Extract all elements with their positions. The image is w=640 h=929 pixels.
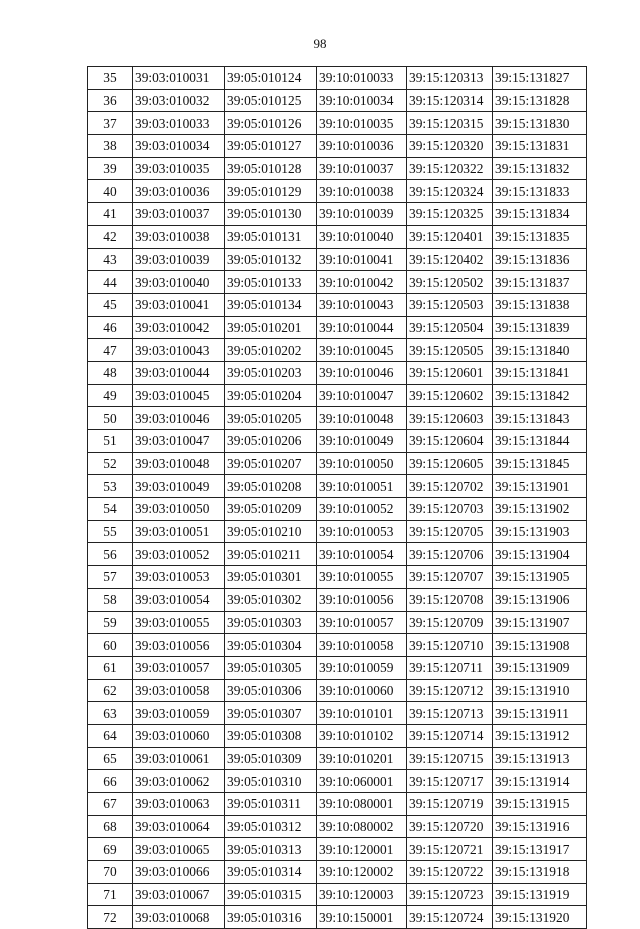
cadastral-number-cell: 39:03:010034: [133, 135, 225, 158]
cadastral-number-cell: 39:15:120604: [407, 430, 493, 453]
cadastral-number-cell: 39:10:010038: [317, 180, 407, 203]
row-number-cell: 51: [88, 430, 133, 453]
cadastral-number-cell: 39:05:010205: [225, 407, 317, 430]
row-number-cell: 59: [88, 611, 133, 634]
cadastral-number-cell: 39:03:010060: [133, 724, 225, 747]
table-row: [88, 520, 587, 543]
row-number-cell: 53: [88, 475, 133, 498]
row-number-cell: 72: [88, 906, 133, 929]
cadastral-number-cell: 39:10:010045: [317, 339, 407, 362]
cadastral-number-cell: 39:05:010314: [225, 861, 317, 884]
cadastral-number-cell: 39:03:010054: [133, 588, 225, 611]
cadastral-number-cell: 39:03:010062: [133, 770, 225, 793]
row-number-cell: 67: [88, 793, 133, 816]
table-row: [88, 293, 587, 316]
cadastral-number-cell: 39:03:010033: [133, 112, 225, 135]
cadastral-number-cell: 39:10:010052: [317, 498, 407, 521]
cadastral-number-cell: 39:03:010035: [133, 157, 225, 180]
cadastral-number-cell: 39:15:131841: [493, 361, 587, 384]
row-number-cell: 63: [88, 702, 133, 725]
row-number-cell: 36: [88, 89, 133, 112]
cadastral-number-cell: 39:10:010044: [317, 316, 407, 339]
cadastral-number-cell: 39:10:010060: [317, 679, 407, 702]
cadastral-number-cell: 39:05:010208: [225, 475, 317, 498]
row-number-cell: 56: [88, 543, 133, 566]
row-number-cell: 52: [88, 452, 133, 475]
row-number-cell: 37: [88, 112, 133, 135]
cadastral-number-cell: 39:03:010058: [133, 679, 225, 702]
cadastral-number-cell: 39:05:010127: [225, 135, 317, 158]
cadastral-number-cell: 39:05:010206: [225, 430, 317, 453]
cadastral-number-cell: 39:05:010308: [225, 724, 317, 747]
cadastral-number-cell: 39:03:010032: [133, 89, 225, 112]
cadastral-number-cell: 39:15:120715: [407, 747, 493, 770]
row-number-cell: 60: [88, 634, 133, 657]
row-number-cell: 66: [88, 770, 133, 793]
row-number-cell: 54: [88, 498, 133, 521]
cadastral-number-cell: 39:10:010059: [317, 656, 407, 679]
cadastral-number-cell: 39:05:010305: [225, 656, 317, 679]
cadastral-number-cell: 39:10:010050: [317, 452, 407, 475]
row-number-cell: 64: [88, 724, 133, 747]
cadastral-number-cell: 39:10:010034: [317, 89, 407, 112]
cadastral-number-cell: 39:15:120724: [407, 906, 493, 929]
cadastral-number-cell: 39:05:010306: [225, 679, 317, 702]
cadastral-number-cell: 39:15:131918: [493, 861, 587, 884]
cadastral-number-cell: 39:10:060001: [317, 770, 407, 793]
cadastral-number-cell: 39:05:010309: [225, 747, 317, 770]
cadastral-number-cell: 39:03:010042: [133, 316, 225, 339]
cadastral-number-cell: 39:15:131917: [493, 838, 587, 861]
cadastral-number-cell: 39:15:120721: [407, 838, 493, 861]
cadastral-number-cell: 39:03:010049: [133, 475, 225, 498]
cadastral-number-cell: 39:03:010063: [133, 793, 225, 816]
cadastral-number-cell: 39:15:131920: [493, 906, 587, 929]
cadastral-number-cell: 39:15:120601: [407, 361, 493, 384]
cadastral-number-cell: 39:05:010210: [225, 520, 317, 543]
cadastral-number-cell: 39:05:010126: [225, 112, 317, 135]
cadastral-number-cell: 39:05:010301: [225, 566, 317, 589]
table-row: [88, 747, 587, 770]
cadastral-number-cell: 39:15:120313: [407, 67, 493, 90]
cadastral-number-cell: 39:03:010047: [133, 430, 225, 453]
cadastral-number-cell: 39:15:120314: [407, 89, 493, 112]
cadastral-number-cell: 39:15:120711: [407, 656, 493, 679]
cadastral-number-cell: 39:15:131844: [493, 430, 587, 453]
cadastral-number-cell: 39:05:010130: [225, 203, 317, 226]
cadastral-number-cell: 39:15:131837: [493, 271, 587, 294]
row-number-cell: 58: [88, 588, 133, 611]
cadastral-number-cell: 39:03:010039: [133, 248, 225, 271]
cadastral-number-cell: 39:15:131905: [493, 566, 587, 589]
cadastral-number-cell: 39:10:010049: [317, 430, 407, 453]
cadastral-number-cell: 39:15:131845: [493, 452, 587, 475]
cadastral-number-cell: 39:03:010066: [133, 861, 225, 884]
cadastral-number-cell: 39:10:010055: [317, 566, 407, 589]
row-number-cell: 50: [88, 407, 133, 430]
row-number-cell: 46: [88, 316, 133, 339]
cadastral-number-cell: 39:03:010052: [133, 543, 225, 566]
cadastral-number-cell: 39:15:120712: [407, 679, 493, 702]
cadastral-number-cell: 39:15:131902: [493, 498, 587, 521]
table-row: [88, 498, 587, 521]
cadastral-number-cell: 39:15:120703: [407, 498, 493, 521]
table-row: [88, 906, 587, 929]
cadastral-number-cell: 39:10:010102: [317, 724, 407, 747]
row-number-cell: 38: [88, 135, 133, 158]
row-number-cell: 68: [88, 815, 133, 838]
cadastral-number-cell: 39:05:010131: [225, 225, 317, 248]
cadastral-number-cell: 39:10:010054: [317, 543, 407, 566]
row-number-cell: 40: [88, 180, 133, 203]
table-row: [88, 407, 587, 430]
cadastral-number-cell: 39:15:131913: [493, 747, 587, 770]
cadastral-number-cell: 39:15:131914: [493, 770, 587, 793]
cadastral-number-cell: 39:15:131832: [493, 157, 587, 180]
table-row: [88, 679, 587, 702]
table-row: [88, 248, 587, 271]
cadastral-number-cell: 39:15:131908: [493, 634, 587, 657]
cadastral-number-cell: 39:05:010133: [225, 271, 317, 294]
table-row: [88, 475, 587, 498]
cadastral-number-cell: 39:05:010204: [225, 384, 317, 407]
cadastral-number-cell: 39:03:010048: [133, 452, 225, 475]
cadastral-number-cell: 39:15:120324: [407, 180, 493, 203]
row-number-cell: 55: [88, 520, 133, 543]
table-row: [88, 384, 587, 407]
cadastral-number-cell: 39:15:120723: [407, 883, 493, 906]
row-number-cell: 42: [88, 225, 133, 248]
table-row: [88, 861, 587, 884]
cadastral-number-cell: 39:03:010056: [133, 634, 225, 657]
cadastral-number-cell: 39:15:120503: [407, 293, 493, 316]
cadastral-number-cell: 39:15:131838: [493, 293, 587, 316]
cadastral-number-cell: 39:10:010040: [317, 225, 407, 248]
cadastral-number-cell: 39:15:120504: [407, 316, 493, 339]
table-row: [88, 112, 587, 135]
cadastral-table: [87, 66, 587, 929]
row-number-cell: 43: [88, 248, 133, 271]
cadastral-number-cell: 39:05:010311: [225, 793, 317, 816]
cadastral-number-cell: 39:15:120322: [407, 157, 493, 180]
cadastral-number-cell: 39:15:120717: [407, 770, 493, 793]
cadastral-number-cell: 39:15:120706: [407, 543, 493, 566]
table-row: [88, 883, 587, 906]
row-number-cell: 62: [88, 679, 133, 702]
row-number-cell: 39: [88, 157, 133, 180]
cadastral-number-cell: 39:10:120003: [317, 883, 407, 906]
table-body: [88, 67, 587, 929]
cadastral-number-cell: 39:05:010132: [225, 248, 317, 271]
cadastral-number-cell: 39:03:010037: [133, 203, 225, 226]
table-row: [88, 203, 587, 226]
cadastral-number-cell: 39:15:120719: [407, 793, 493, 816]
cadastral-number-cell: 39:05:010304: [225, 634, 317, 657]
cadastral-number-cell: 39:10:010037: [317, 157, 407, 180]
table-row: [88, 339, 587, 362]
cadastral-number-cell: 39:15:131831: [493, 135, 587, 158]
row-number-cell: 70: [88, 861, 133, 884]
table-row: [88, 724, 587, 747]
table-row: [88, 430, 587, 453]
cadastral-number-cell: 39:15:131827: [493, 67, 587, 90]
cadastral-number-cell: 39:05:010303: [225, 611, 317, 634]
table-row: [88, 838, 587, 861]
table-row: [88, 588, 587, 611]
row-number-cell: 57: [88, 566, 133, 589]
cadastral-number-cell: 39:15:131828: [493, 89, 587, 112]
cadastral-number-cell: 39:03:010041: [133, 293, 225, 316]
cadastral-number-cell: 39:15:131842: [493, 384, 587, 407]
table-row: [88, 452, 587, 475]
cadastral-number-cell: 39:10:010058: [317, 634, 407, 657]
cadastral-number-cell: 39:15:120707: [407, 566, 493, 589]
cadastral-number-cell: 39:10:010046: [317, 361, 407, 384]
cadastral-number-cell: 39:05:010312: [225, 815, 317, 838]
cadastral-number-cell: 39:15:131915: [493, 793, 587, 816]
cadastral-number-cell: 39:15:120402: [407, 248, 493, 271]
cadastral-number-cell: 39:10:010056: [317, 588, 407, 611]
page-number: 98: [313, 36, 327, 51]
row-number-cell: 45: [88, 293, 133, 316]
cadastral-number-cell: 39:03:010068: [133, 906, 225, 929]
cadastral-number-cell: 39:15:131839: [493, 316, 587, 339]
cadastral-number-cell: 39:15:131901: [493, 475, 587, 498]
row-number-cell: 49: [88, 384, 133, 407]
cadastral-number-cell: 39:10:010048: [317, 407, 407, 430]
cadastral-number-cell: 39:03:010044: [133, 361, 225, 384]
cadastral-number-cell: 39:15:131836: [493, 248, 587, 271]
table-row: [88, 702, 587, 725]
cadastral-number-cell: 39:15:131835: [493, 225, 587, 248]
table-row: [88, 770, 587, 793]
cadastral-number-cell: 39:05:010209: [225, 498, 317, 521]
cadastral-number-cell: 39:10:010042: [317, 271, 407, 294]
cadastral-number-cell: 39:10:010033: [317, 67, 407, 90]
table-row: [88, 89, 587, 112]
cadastral-number-cell: 39:10:080002: [317, 815, 407, 838]
row-number-cell: 47: [88, 339, 133, 362]
cadastral-number-cell: 39:05:010202: [225, 339, 317, 362]
table-row: [88, 634, 587, 657]
cadastral-number-cell: 39:05:010124: [225, 67, 317, 90]
cadastral-number-cell: 39:05:010310: [225, 770, 317, 793]
cadastral-number-cell: 39:10:010036: [317, 135, 407, 158]
cadastral-number-cell: 39:15:120320: [407, 135, 493, 158]
cadastral-number-cell: 39:10:010043: [317, 293, 407, 316]
cadastral-number-cell: 39:03:010065: [133, 838, 225, 861]
cadastral-number-cell: 39:15:120702: [407, 475, 493, 498]
cadastral-number-cell: 39:15:131912: [493, 724, 587, 747]
row-number-cell: 35: [88, 67, 133, 90]
cadastral-number-cell: 39:15:120505: [407, 339, 493, 362]
cadastral-number-cell: 39:03:010040: [133, 271, 225, 294]
row-number-cell: 44: [88, 271, 133, 294]
cadastral-number-cell: 39:03:010051: [133, 520, 225, 543]
table-row: [88, 67, 587, 90]
table-row: [88, 793, 587, 816]
cadastral-number-cell: 39:15:131840: [493, 339, 587, 362]
cadastral-number-cell: 39:05:010302: [225, 588, 317, 611]
table-row: [88, 815, 587, 838]
row-number-cell: 41: [88, 203, 133, 226]
cadastral-number-cell: 39:05:010129: [225, 180, 317, 203]
table-row: [88, 611, 587, 634]
cadastral-number-cell: 39:05:010128: [225, 157, 317, 180]
cadastral-number-cell: 39:05:010207: [225, 452, 317, 475]
cadastral-number-cell: 39:10:080001: [317, 793, 407, 816]
row-number-cell: 65: [88, 747, 133, 770]
cadastral-number-cell: 39:15:120709: [407, 611, 493, 634]
cadastral-number-cell: 39:15:131833: [493, 180, 587, 203]
cadastral-number-cell: 39:05:010125: [225, 89, 317, 112]
cadastral-number-cell: 39:15:120705: [407, 520, 493, 543]
cadastral-number-cell: 39:15:131909: [493, 656, 587, 679]
cadastral-number-cell: 39:15:120720: [407, 815, 493, 838]
cadastral-number-cell: 39:10:010051: [317, 475, 407, 498]
cadastral-number-cell: 39:03:010038: [133, 225, 225, 248]
cadastral-number-cell: 39:15:120708: [407, 588, 493, 611]
table-row: [88, 225, 587, 248]
cadastral-number-cell: 39:03:010067: [133, 883, 225, 906]
table-row: [88, 271, 587, 294]
cadastral-number-cell: 39:15:120325: [407, 203, 493, 226]
cadastral-number-cell: 39:03:010036: [133, 180, 225, 203]
cadastral-number-cell: 39:05:010315: [225, 883, 317, 906]
table-row: [88, 316, 587, 339]
row-number-cell: 61: [88, 656, 133, 679]
table-row: [88, 180, 587, 203]
cadastral-number-cell: 39:10:150001: [317, 906, 407, 929]
table-row: [88, 543, 587, 566]
cadastral-number-cell: 39:15:131903: [493, 520, 587, 543]
cadastral-number-cell: 39:05:010307: [225, 702, 317, 725]
cadastral-number-cell: 39:05:010313: [225, 838, 317, 861]
table-row: [88, 361, 587, 384]
cadastral-number-cell: 39:05:010203: [225, 361, 317, 384]
cadastral-number-cell: 39:15:120713: [407, 702, 493, 725]
cadastral-number-cell: 39:10:010201: [317, 747, 407, 770]
cadastral-number-cell: 39:10:120001: [317, 838, 407, 861]
cadastral-number-cell: 39:15:120315: [407, 112, 493, 135]
cadastral-number-cell: 39:15:131830: [493, 112, 587, 135]
table-row: [88, 157, 587, 180]
row-number-cell: 71: [88, 883, 133, 906]
cadastral-number-cell: 39:03:010059: [133, 702, 225, 725]
cadastral-number-cell: 39:03:010050: [133, 498, 225, 521]
cadastral-number-cell: 39:15:131910: [493, 679, 587, 702]
cadastral-number-cell: 39:15:120714: [407, 724, 493, 747]
cadastral-number-cell: 39:03:010031: [133, 67, 225, 90]
cadastral-number-cell: 39:15:120401: [407, 225, 493, 248]
cadastral-number-cell: 39:15:120605: [407, 452, 493, 475]
table-row: [88, 566, 587, 589]
cadastral-number-cell: 39:03:010045: [133, 384, 225, 407]
cadastral-number-cell: 39:10:010047: [317, 384, 407, 407]
cadastral-number-cell: 39:15:120710: [407, 634, 493, 657]
row-number-cell: 69: [88, 838, 133, 861]
cadastral-number-cell: 39:15:120602: [407, 384, 493, 407]
row-number-cell: 48: [88, 361, 133, 384]
cadastral-number-cell: 39:10:010039: [317, 203, 407, 226]
cadastral-number-cell: 39:15:131907: [493, 611, 587, 634]
cadastral-number-cell: 39:15:131916: [493, 815, 587, 838]
cadastral-number-cell: 39:05:010211: [225, 543, 317, 566]
table-row: [88, 135, 587, 158]
cadastral-number-cell: 39:05:010134: [225, 293, 317, 316]
cadastral-number-cell: 39:10:010101: [317, 702, 407, 725]
cadastral-number-cell: 39:10:010041: [317, 248, 407, 271]
cadastral-number-cell: 39:03:010061: [133, 747, 225, 770]
cadastral-number-cell: 39:03:010046: [133, 407, 225, 430]
table-row: [88, 656, 587, 679]
cadastral-number-cell: 39:10:120002: [317, 861, 407, 884]
cadastral-number-cell: 39:15:131919: [493, 883, 587, 906]
cadastral-number-cell: 39:10:010035: [317, 112, 407, 135]
cadastral-number-cell: 39:15:131904: [493, 543, 587, 566]
cadastral-number-cell: 39:03:010055: [133, 611, 225, 634]
cadastral-number-cell: 39:03:010043: [133, 339, 225, 362]
cadastral-number-cell: 39:15:120603: [407, 407, 493, 430]
cadastral-number-cell: 39:03:010064: [133, 815, 225, 838]
cadastral-number-cell: 39:15:131834: [493, 203, 587, 226]
cadastral-number-cell: 39:15:131911: [493, 702, 587, 725]
cadastral-number-cell: 39:15:120502: [407, 271, 493, 294]
cadastral-number-cell: 39:05:010316: [225, 906, 317, 929]
cadastral-number-cell: 39:15:120722: [407, 861, 493, 884]
cadastral-number-cell: 39:10:010053: [317, 520, 407, 543]
cadastral-number-cell: 39:15:131843: [493, 407, 587, 430]
cadastral-number-cell: 39:03:010057: [133, 656, 225, 679]
cadastral-number-cell: 39:03:010053: [133, 566, 225, 589]
cadastral-number-cell: 39:10:010057: [317, 611, 407, 634]
cadastral-number-cell: 39:15:131906: [493, 588, 587, 611]
cadastral-number-cell: 39:05:010201: [225, 316, 317, 339]
